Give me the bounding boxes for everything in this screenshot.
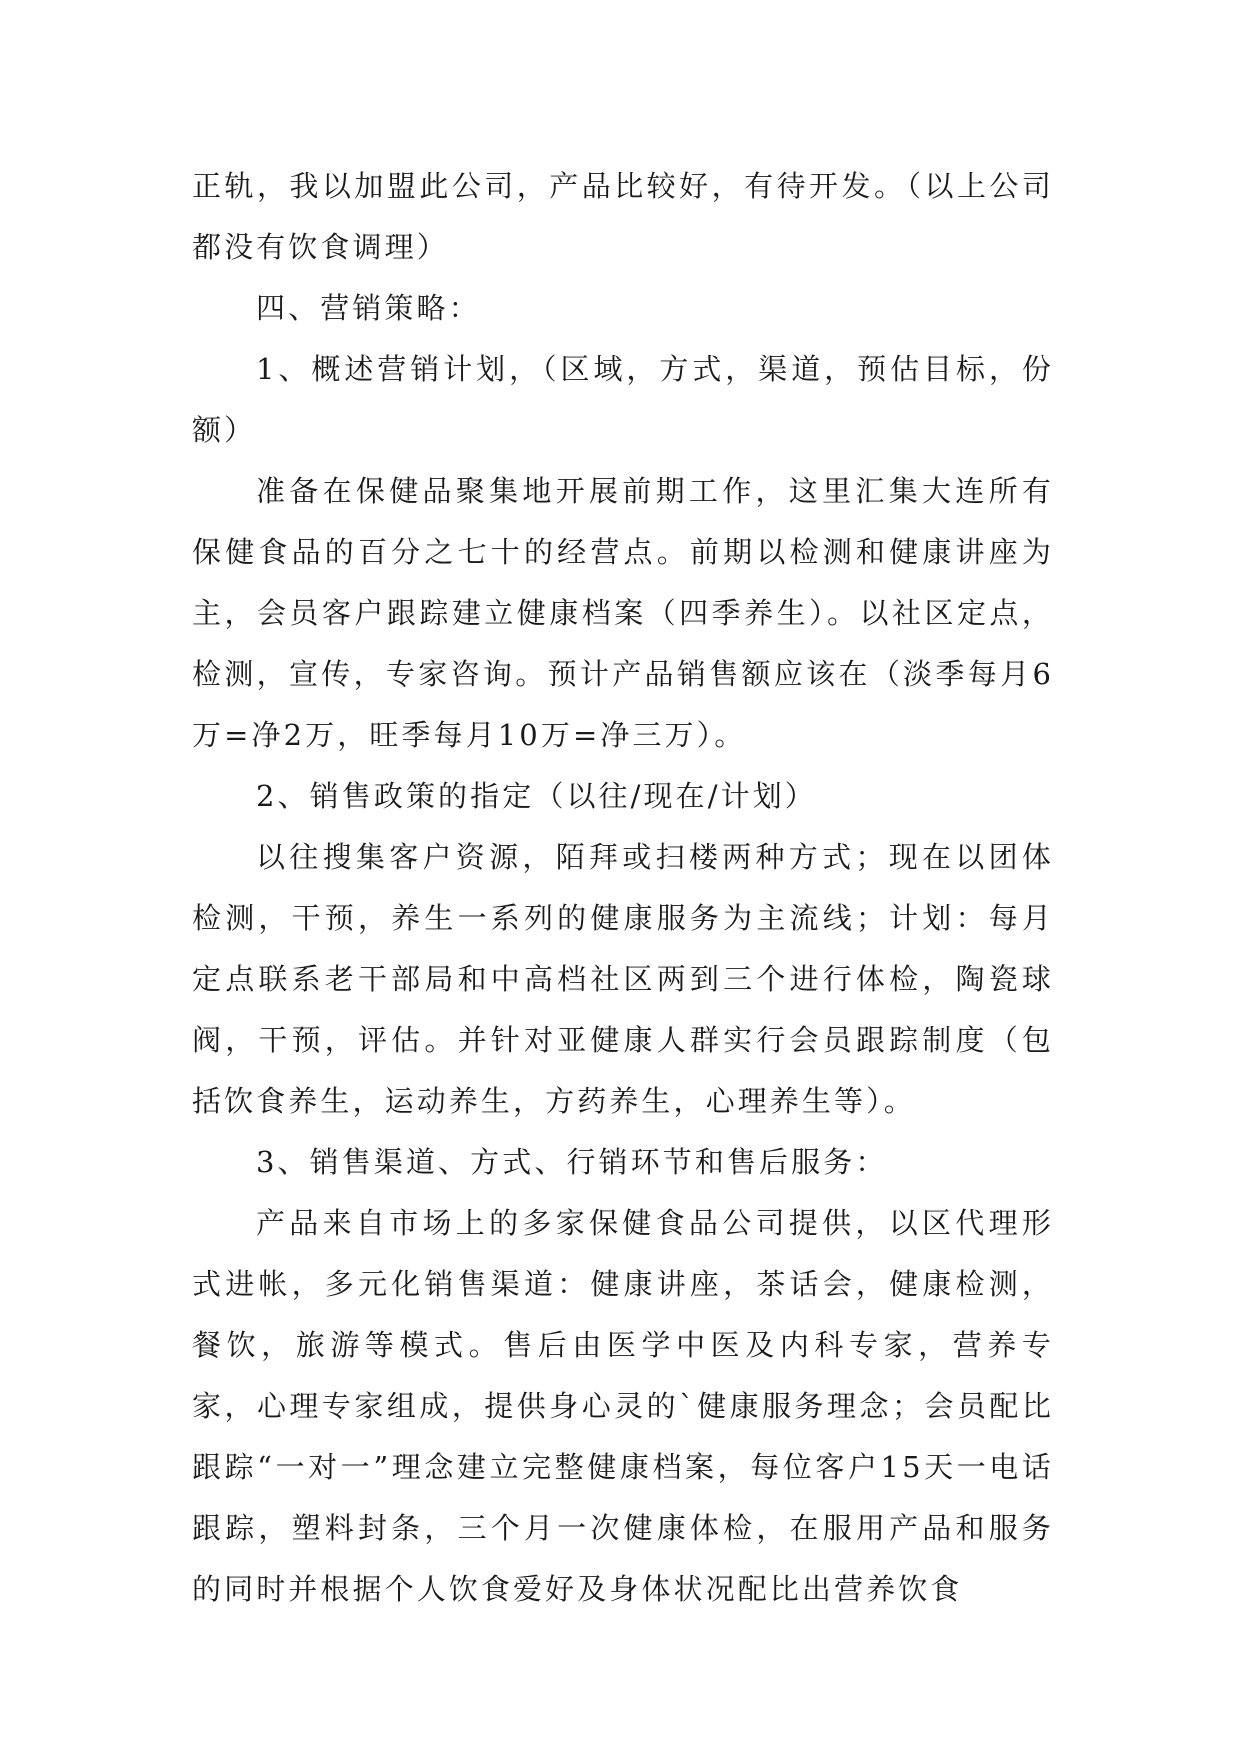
subheading-sales-channels: 3、销售渠道、方式、行销环节和售后服务： bbox=[256, 1145, 888, 1179]
section-heading-marketing-strategy: 四、营销策略： bbox=[256, 291, 481, 325]
subheading-marketing-plan: 1、概述营销计划，（区域，方式，渠道，预估目标，份额） bbox=[192, 352, 1054, 447]
subheading-sales-policy: 2、销售政策的指定（以往/现在/计划） bbox=[256, 779, 817, 813]
paragraph-sales-channels: 产品来自市场上的多家保健食品公司提供，以区代理形式进帐，多元化销售渠道：健康讲座，茶话会，健康检测，餐饮，旅游等模式。售后由医学中医及内科专家，营养专家，心理专家组成，提供身心灵的`健康服务理念；会员配比跟踪“一对一”理念建立完整健康档案，每位客户15天一电话跟踪，塑料封条，三个月一次健康体检，在服用产品和服务的同时并根据个人饮食爱好及身体状况配比出营养饮食 bbox=[192, 1206, 1054, 1606]
paragraph-marketing-plan: 准备在保健品聚集地开展前期工作，这里汇集大连所有保健食品的百分之七十的经营点。前期以检测和健康讲座为主，会员客户跟踪建立健康档案（四季养生）。以社区定点，检测，宣传，专家咨询。预计产品销售额应该在（淡季每月6万=净2万，旺季每月10万=净三万）。 bbox=[192, 474, 1054, 752]
paragraph-sales-policy: 以往搜集客户资源，陌拜或扫楼两种方式；现在以团体检测，干预，养生一系列的健康服务为主流线；计划：每月定点联系老干部局和中高档社区两到三个进行体检，陶瓷球阀，干预，评估。并针对亚健康人群实行会员跟踪制度（包括饮食养生，运动养生，方药养生，心理养生等）。 bbox=[192, 840, 1054, 1118]
document-body bbox=[192, 156, 1054, 1620]
paragraph-continuation: 正轨，我以加盟此公司，产品比较好，有待开发。（以上公司都没有饮食调理） bbox=[192, 169, 1054, 264]
